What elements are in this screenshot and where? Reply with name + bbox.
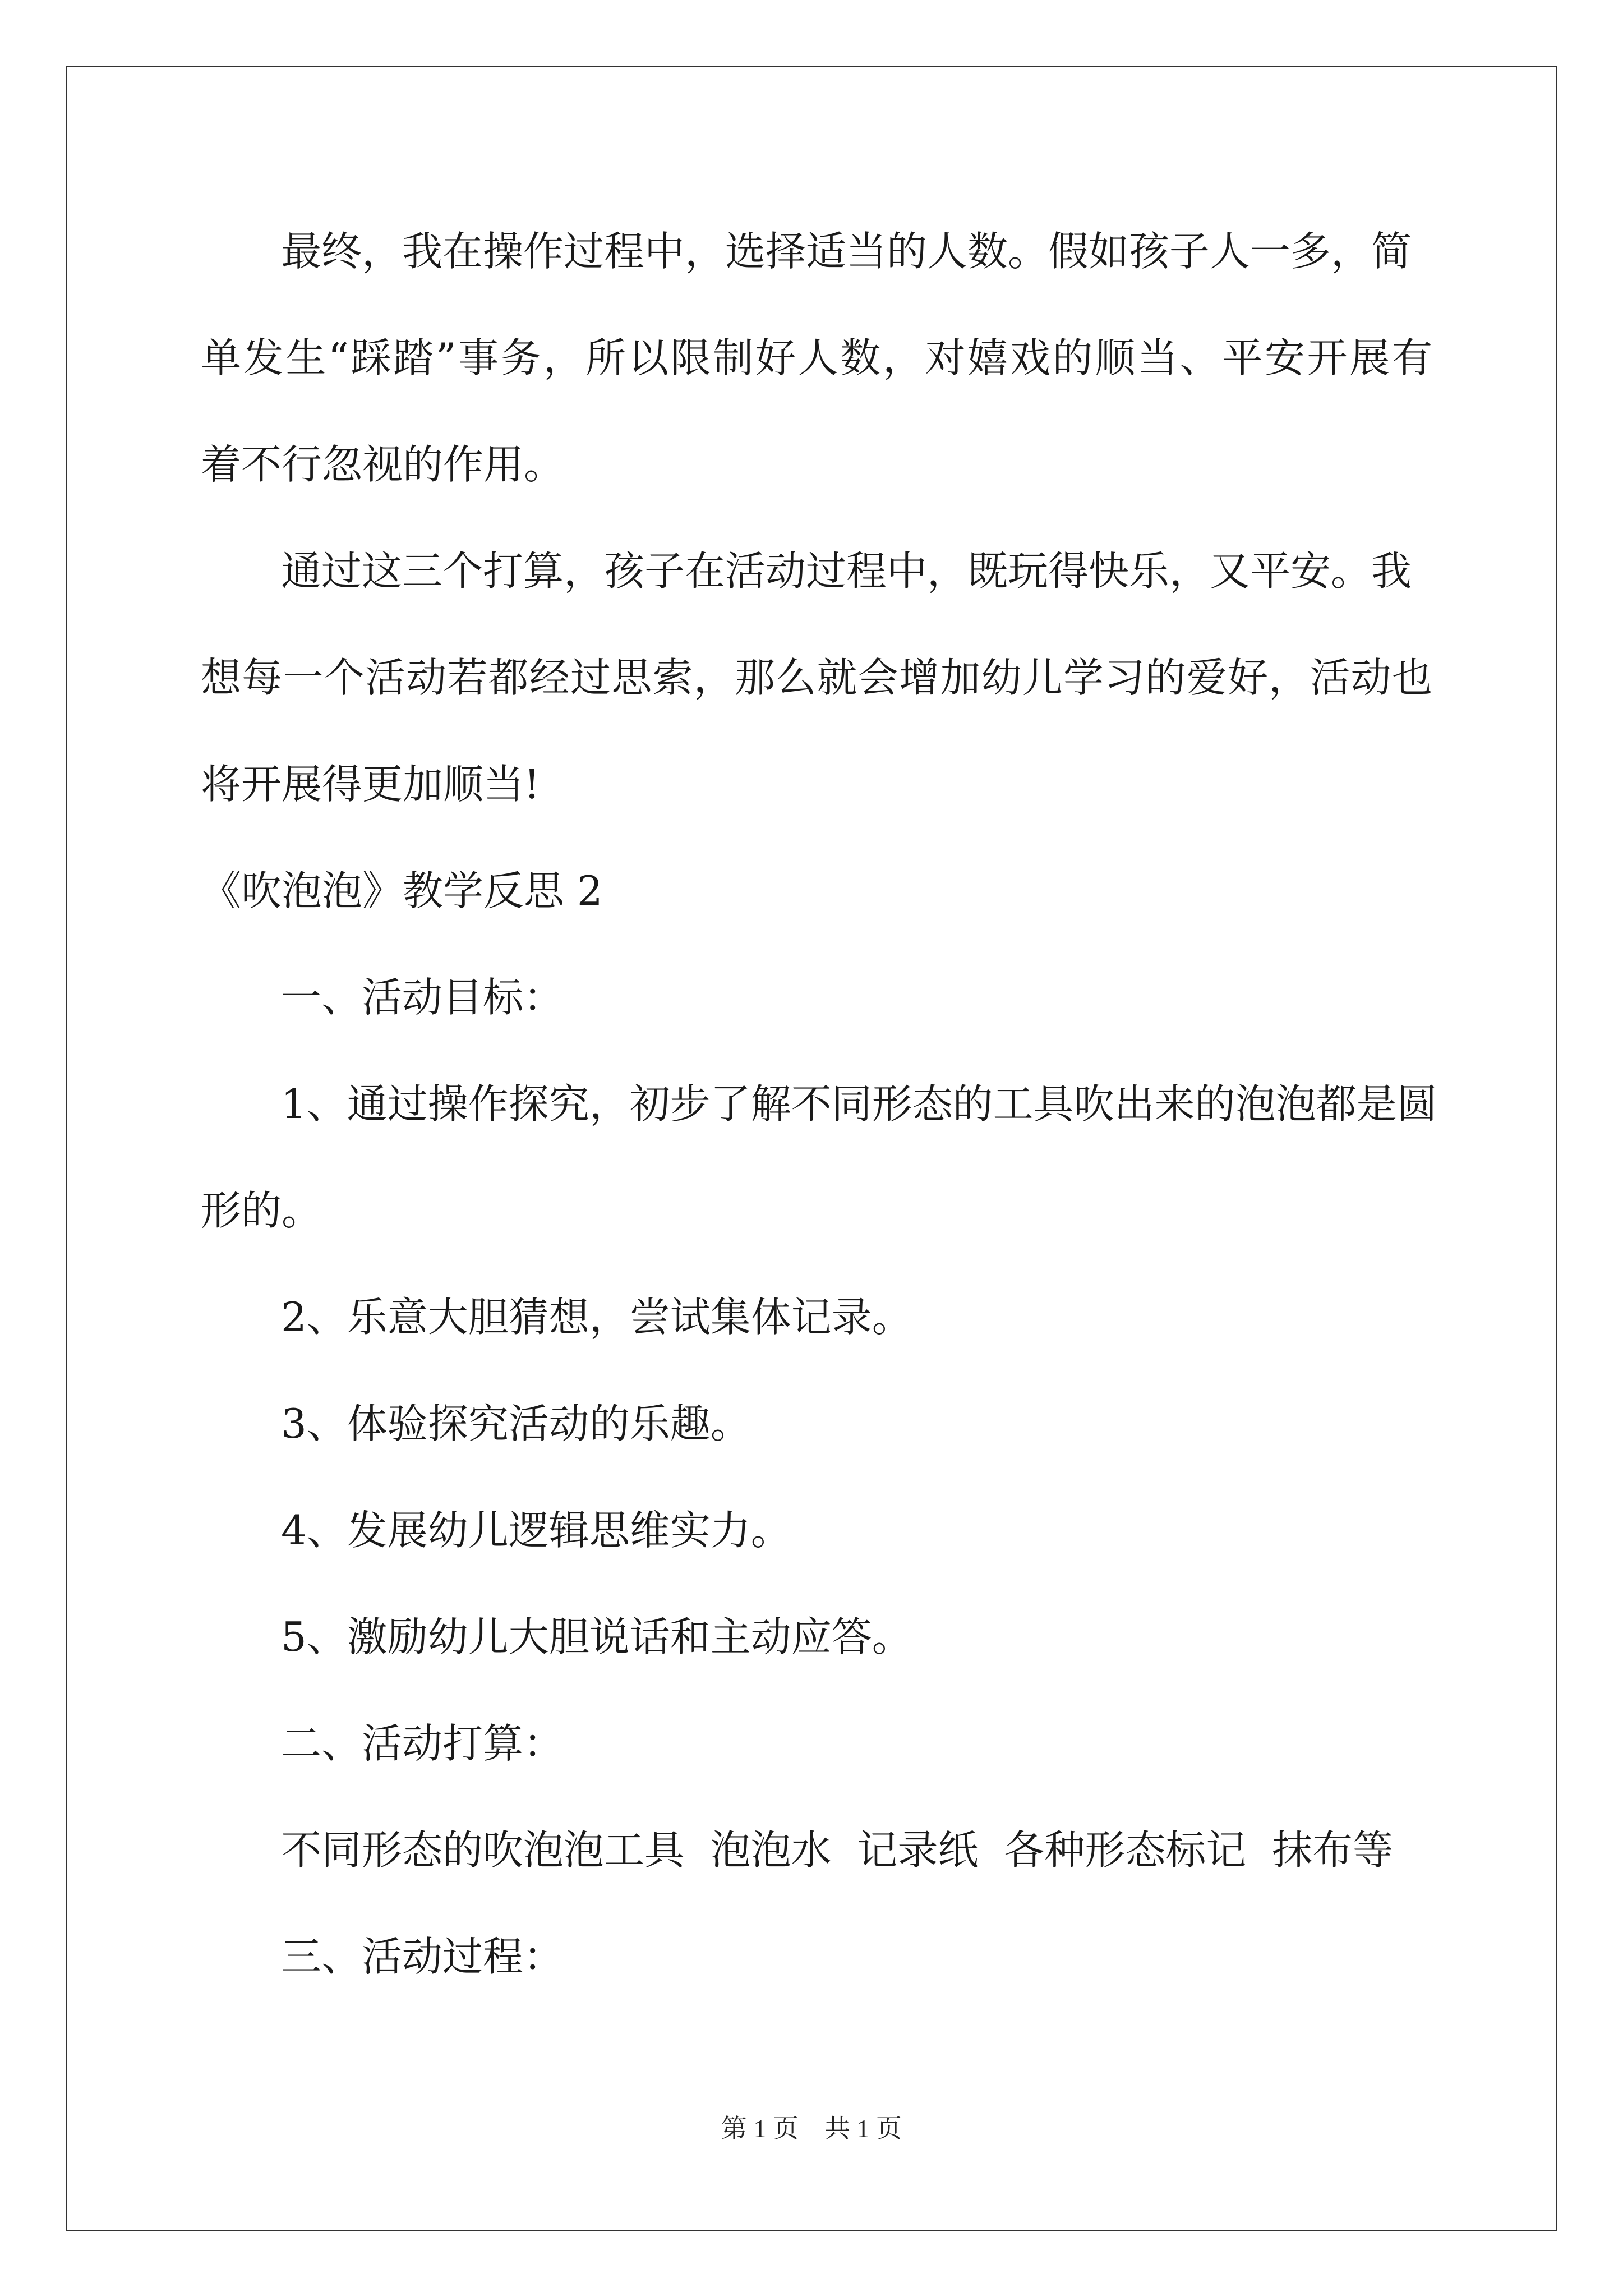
process-heading: 三、活动过程： xyxy=(281,1933,564,1980)
paragraph-2-line-1: 通过这三个打算，孩子在活动过程中，既玩得快乐，又平安。我 xyxy=(281,547,1412,595)
paragraph-1-line-1: 最终，我在操作过程中，选择适当的人数。假如孩子人一多，简 xyxy=(281,228,1412,275)
paragraph-1-line-2: 单发生“踩踏”事务，所以限制好人数，对嬉戏的顺当、平安开展有 xyxy=(201,334,1432,381)
page-footer: 第 1 页 共 1 页 xyxy=(721,2114,902,2143)
page-border xyxy=(66,66,1557,2231)
goal-5: 5、激励幼儿大胆说话和主动应答。 xyxy=(281,1613,912,1660)
goal-1-line-2: 形的。 xyxy=(201,1187,322,1234)
paragraph-1-line-3: 着不行忽视的作用。 xyxy=(201,441,565,488)
section-title: 《吹泡泡》教学反思 2 xyxy=(201,867,603,914)
prep-heading: 二、活动打算： xyxy=(281,1720,564,1767)
paragraph-2-line-2: 想每一个活动若都经过思索，那么就会增加幼儿学习的爱好，活动也 xyxy=(201,654,1432,701)
goals-heading: 一、活动目标： xyxy=(281,974,564,1021)
paragraph-2-line-3: 将开展得更加顺当! xyxy=(201,761,540,808)
goal-4: 4、发展幼儿逻辑思维实力。 xyxy=(281,1507,791,1554)
goal-2: 2、乐意大胆猜想，尝试集体记录。 xyxy=(281,1294,912,1341)
prep-items: 不同形态的吹泡泡工具 泡泡水 记录纸 各种形态标记 抹布等 xyxy=(281,1826,1394,1874)
goal-1-line-1: 1、通过操作探究，初步了解不同形态的工具吹出来的泡泡都是圆 xyxy=(281,1080,1437,1128)
goal-3: 3、体验探究活动的乐趣。 xyxy=(281,1400,751,1447)
